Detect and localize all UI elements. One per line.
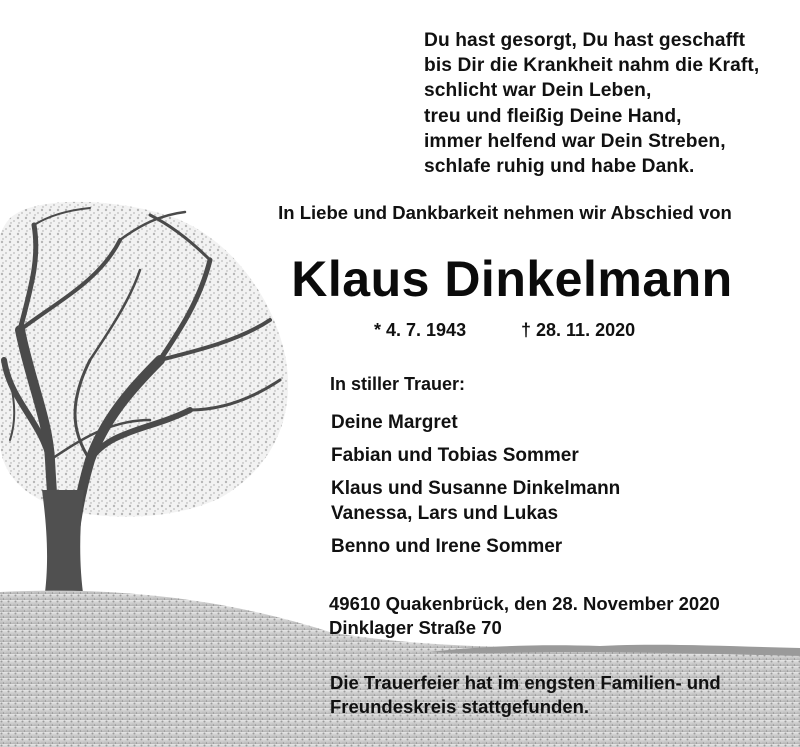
mourner-name: Deine Margret	[331, 412, 458, 433]
deceased-name: Klaus Dinkelmann	[291, 251, 733, 307]
tree-crown	[0, 202, 288, 517]
mourner-group	[331, 476, 620, 526]
mourning-label: In stiller Trauer:	[330, 374, 466, 394]
mourner-group	[331, 443, 620, 468]
address-street: Dinklager Straße 70	[329, 617, 502, 638]
death-date: † 28. 11. 2020	[521, 320, 636, 340]
funeral-note	[330, 671, 721, 719]
address-place-date: 49610 Quakenbrück, den 28. November 2020	[329, 593, 720, 614]
poem-line: immer helfend war Dein Streben,	[424, 130, 726, 152]
poem-line: bis Dir die Krankheit nahm die Kraft,	[424, 55, 760, 77]
mourner-name: Klaus und Susanne Dinkelmann	[331, 478, 621, 499]
farewell-intro	[0, 202, 800, 224]
tree-trunk	[42, 490, 84, 600]
mourner-group	[331, 534, 620, 559]
mourner-name: Benno und Irene Sommer	[331, 536, 563, 557]
funeral-note-line: Die Trauerfeier hat im engsten Familien- und	[330, 672, 721, 693]
farewell-intro-text: In Liebe und Dankbarkeit nehmen wir Abschied von	[278, 202, 732, 223]
poem	[424, 28, 794, 179]
poem-line: schlafe ruhig und habe Dank.	[424, 156, 695, 178]
birth-date: * 4. 7. 1943	[374, 320, 467, 340]
mourners-list	[331, 410, 620, 567]
poem-line: schlicht war Dein Leben,	[424, 80, 652, 102]
poem-line: Du hast gesorgt, Du hast geschafft	[424, 30, 746, 51]
address-block	[329, 592, 720, 640]
mourner-group	[331, 410, 620, 435]
mourner-name: Fabian und Tobias Sommer	[331, 445, 579, 466]
mourner-name: Vanessa, Lars und Lukas	[331, 503, 559, 524]
funeral-note-line: Freundeskreis stattgefunden.	[330, 696, 590, 717]
poem-line: treu und fleißig Deine Hand,	[424, 105, 682, 127]
